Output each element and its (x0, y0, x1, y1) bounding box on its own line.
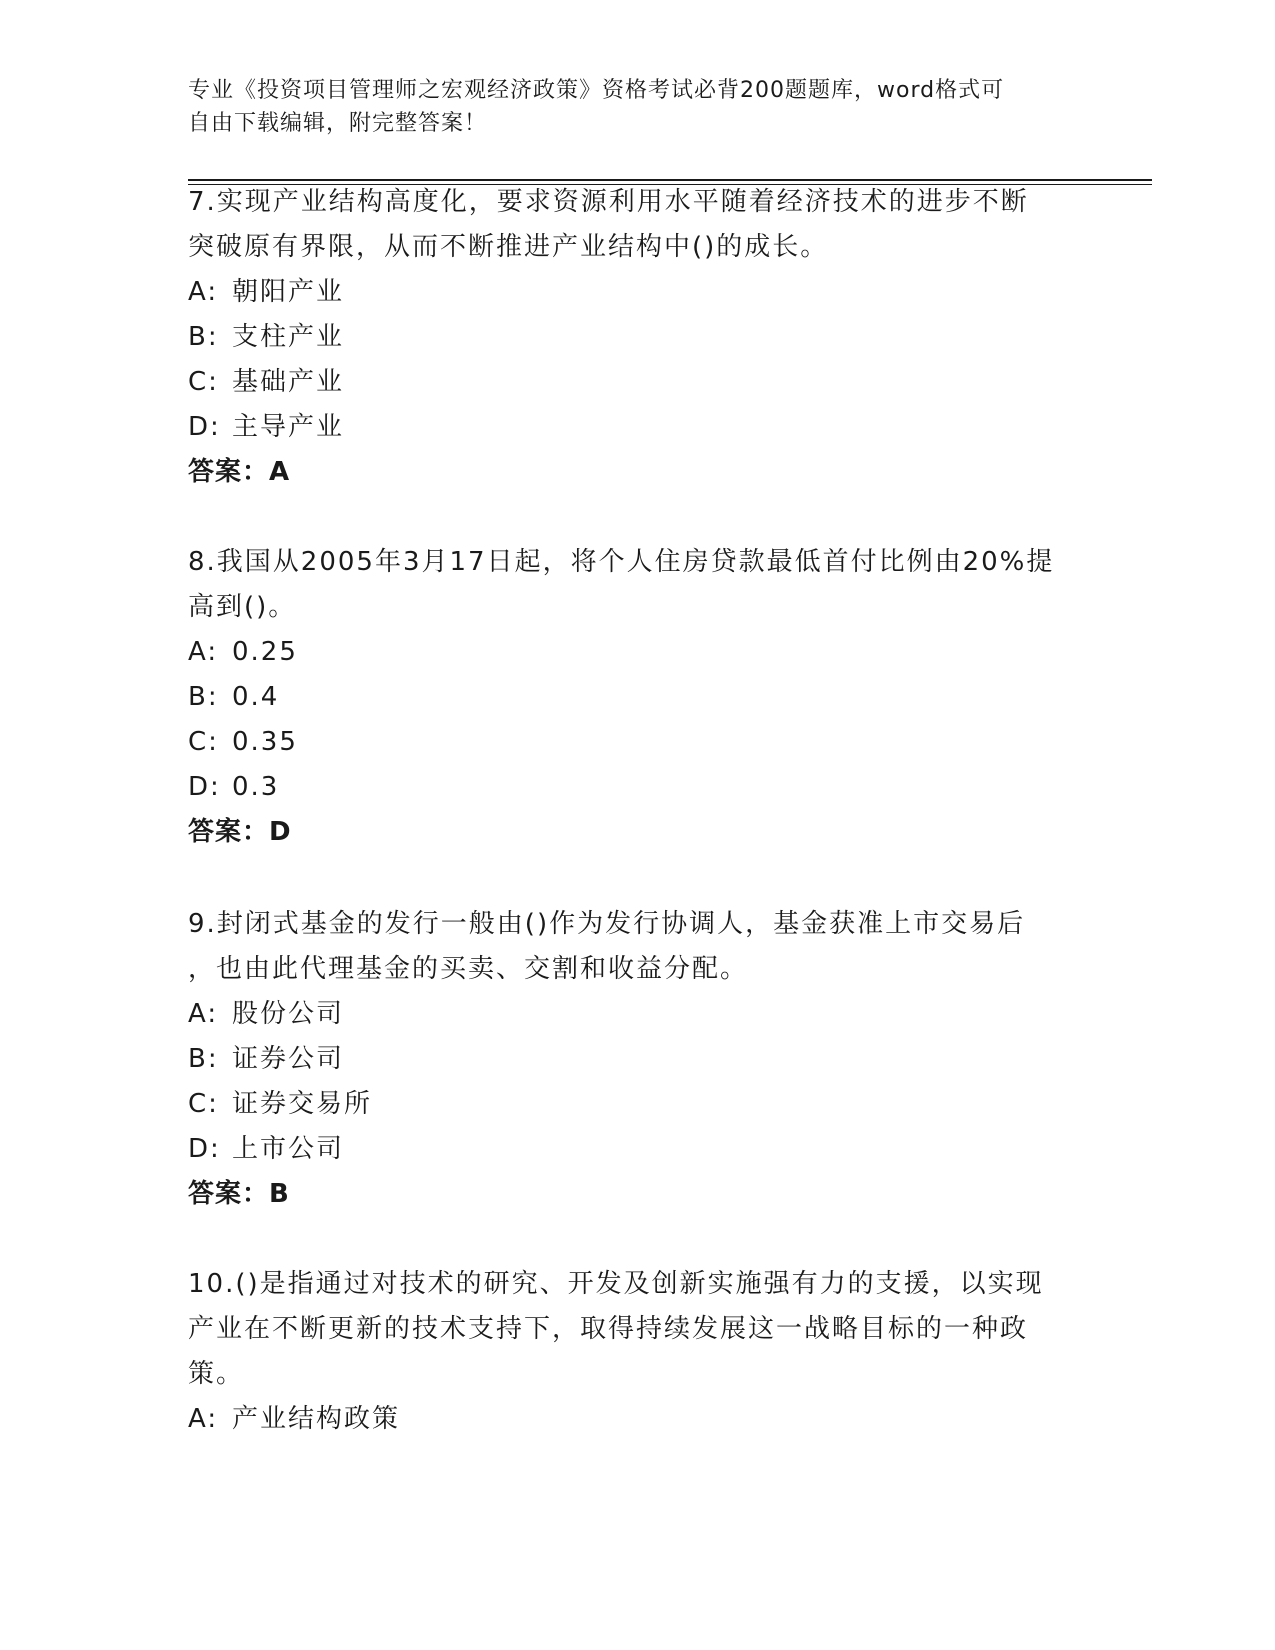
question-7 (188, 180, 1088, 495)
option-c (188, 720, 1088, 765)
question-text-line: 突破原有界限，从而不断推进产业结构中()的成长。 (188, 232, 829, 262)
option-c (188, 1082, 1088, 1127)
question-text-line: 9.封闭式基金的发行一般由()作为发行协调人，基金获准上市交易后 (188, 909, 1026, 939)
option-value: 产业结构政策 (232, 1404, 401, 1434)
option-key: C: (188, 367, 219, 397)
option-d (188, 765, 1088, 810)
option-b (188, 1037, 1088, 1082)
option-d (188, 405, 1088, 450)
answer: 答案：D (188, 817, 292, 847)
option-key: A: (188, 277, 219, 307)
option-c (188, 360, 1088, 405)
option-a (188, 270, 1088, 315)
option-value: 0.35 (232, 727, 298, 757)
question-text-line: 10.()是指通过对技术的研究、开发及创新实施强有力的支援，以实现 (188, 1269, 1044, 1299)
option-key: B: (188, 1044, 219, 1074)
question-text-line: 7.实现产业结构高度化，要求资源利用水平随着经济技术的进步不断 (188, 187, 1029, 217)
option-value: 0.3 (232, 772, 280, 802)
option-value: 0.4 (232, 682, 280, 712)
option-key: D: (188, 1134, 221, 1164)
option-value: 上市公司 (232, 1134, 345, 1164)
question-text-line: 策。 (188, 1359, 245, 1389)
option-key: A: (188, 637, 219, 667)
option-a (188, 992, 1088, 1037)
option-a (188, 1397, 1088, 1442)
question-10 (188, 1262, 1088, 1442)
option-a (188, 630, 1088, 675)
header-line-1: 专业《投资项目管理师之宏观经济政策》资格考试必背200题题库，word格式可 (188, 78, 1005, 103)
question-text-line: ，也由此代理基金的买卖、交割和收益分配。 (188, 954, 749, 984)
option-key: B: (188, 682, 219, 712)
question-9 (188, 902, 1088, 1217)
option-value: 证券交易所 (232, 1089, 373, 1119)
option-value: 证券公司 (232, 1044, 345, 1074)
option-key: D: (188, 772, 221, 802)
question-text-line: 产业在不断更新的技术支持下，取得持续发展这一战略目标的一种政 (188, 1314, 1029, 1344)
option-key: D: (188, 412, 221, 442)
question-text-line: 8.我国从2005年3月17日起，将个人住房贷款最低首付比例由20%提 (188, 547, 1055, 577)
option-key: C: (188, 727, 219, 757)
option-key: A: (188, 999, 219, 1029)
option-value: 0.25 (232, 637, 298, 667)
option-key: B: (188, 322, 219, 352)
answer: 答案：B (188, 1179, 290, 1209)
header-line-2: 自由下载编辑，附完整答案！ (188, 111, 488, 136)
option-value: 主导产业 (232, 412, 345, 442)
option-b (188, 675, 1088, 720)
question-8 (188, 540, 1088, 855)
option-d (188, 1127, 1088, 1172)
question-text-line: 高到()。 (188, 592, 297, 622)
option-value: 股份公司 (232, 999, 345, 1029)
option-key: C: (188, 1089, 219, 1119)
option-value: 基础产业 (232, 367, 345, 397)
document-header (188, 74, 1088, 140)
option-b (188, 315, 1088, 360)
option-value: 支柱产业 (232, 322, 345, 352)
answer: 答案：A (188, 457, 291, 487)
option-value: 朝阳产业 (232, 277, 345, 307)
option-key: A: (188, 1404, 219, 1434)
